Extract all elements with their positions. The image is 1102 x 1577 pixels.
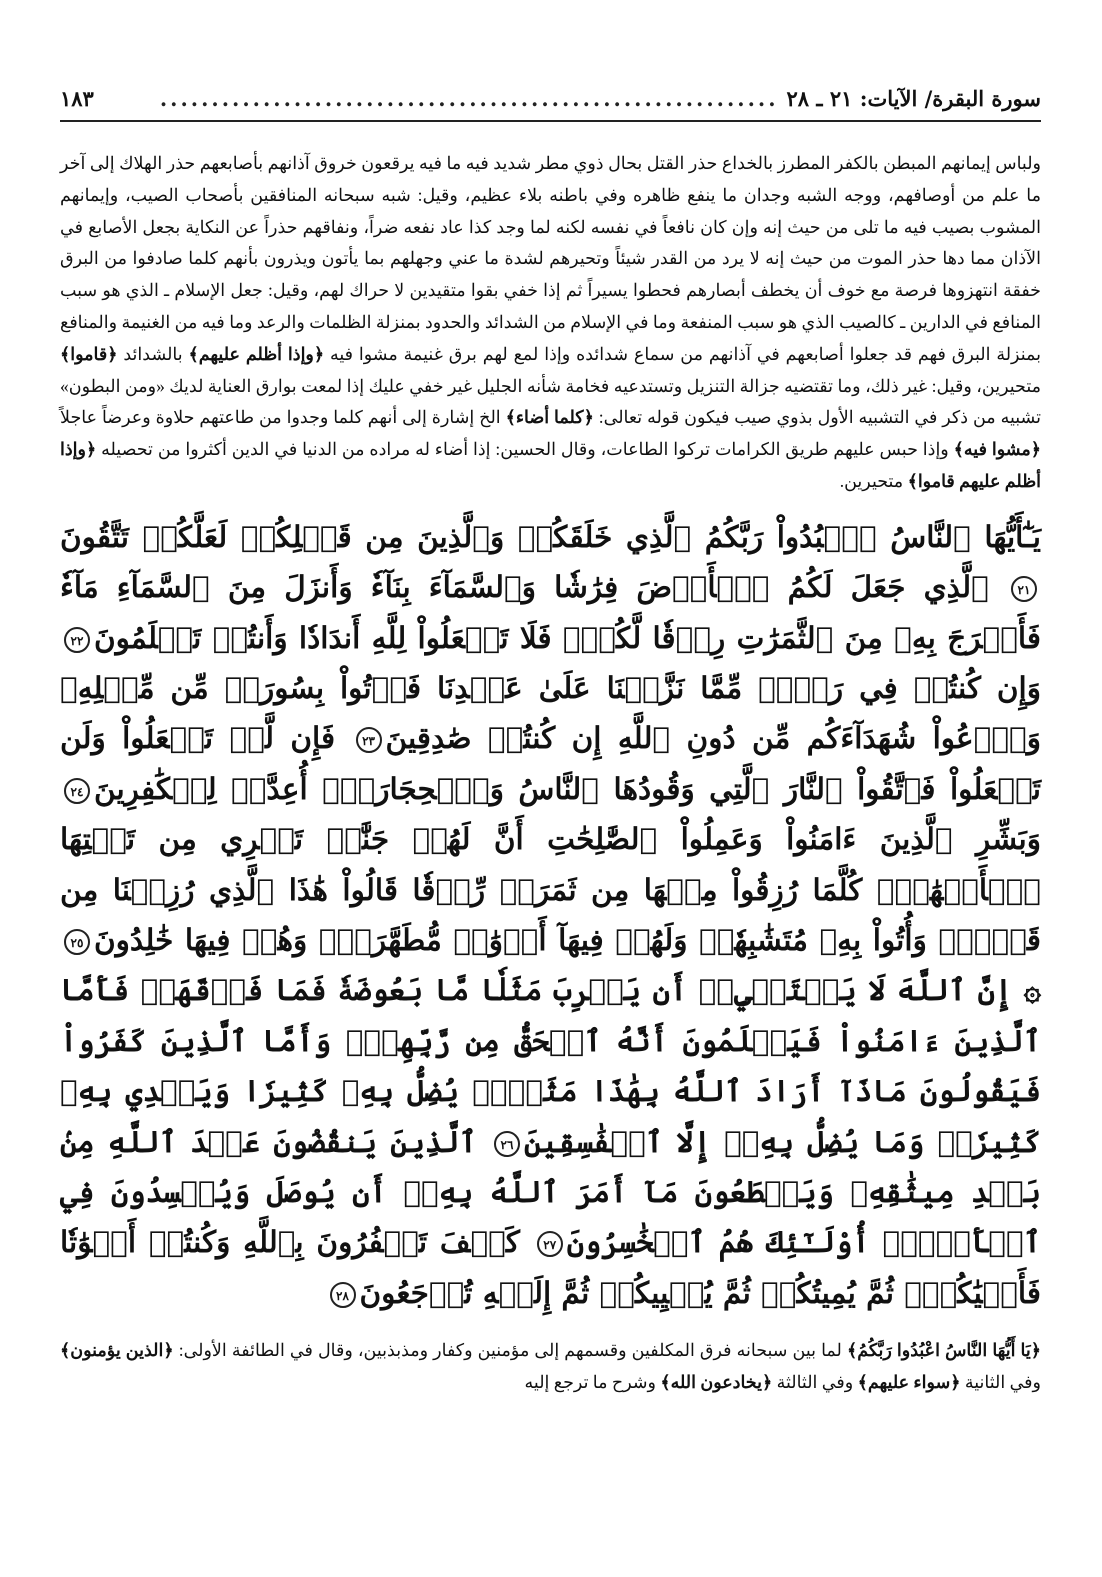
verse-number-marker: ٢٨ (330, 1282, 356, 1308)
verse-number-marker: ٢٧ (537, 1231, 563, 1257)
text-run: وفي الثانية (960, 1372, 1041, 1393)
quoted-phrase: ﴿يخادعون الله﴾ (660, 1372, 773, 1393)
verse-text: كَيۡفَ تَكۡفُرُونَ بِٱللَّهِ وَكُنتُمۡ أَمۡوَٰتٗا فَأَحۡيَٰكُمۡۖ ثُمَّ يُمِيتُكُمۡ ثُمَّ يُحۡيِيكُمۡ ثُمَّ إِلَيۡهِ تُرۡجَعُونَ (60, 1224, 1041, 1310)
text-run: متحيرين، وقيل: غير ذلك، وما تقتضيه جزالة التنزيل وتستدعيه فخامة شأنه الجليل غير خفي عليك إذا لمعت بوارق العناية لديك «ومن البطون» تشبيه من ذكر في التشبيه الأول بذوي صيب فيكون قوله تعالى: (60, 375, 1041, 428)
verse-text: فَإِن لَّمۡ تَفۡعَلُواْ وَلَن تَفۡعَلُواْ فَٱتَّقُواْ ٱلنَّارَ ٱلَّتِي وَقُودُهَا ٱلنَّاسُ وَٱلۡحِجَارَةُۖ أُعِدَّتۡ لِلۡكَٰفِرِينَ (60, 720, 1041, 806)
quoted-phrase: ﴿مشوا فيه﴾ (953, 439, 1041, 460)
verse-text: وَإِن كُنتُمۡ فِي رَيۡبٖ مِّمَّا نَزَّلۡنَا عَلَىٰ عَبۡدِنَا فَأۡتُواْ بِسُورَةٖ مِّن مِّثۡلِهِۦ وَٱدۡعُواْ شُهَدَآءَكُم مِّن دُونِ ٱللَّهِ إِن كُنتُمۡ صَٰدِقِينَ (60, 669, 1041, 756)
running-header (60, 86, 1041, 122)
page (60, 86, 1041, 1566)
text-run: وإذا حبس عليهم طريق الكرامات تركوا الطاعات، وقال الحسين: إذا أضاء له مراده من الدنيا في الدين أكثروا من تحصيله (96, 439, 954, 460)
running-title: سورة البقرة/ الآيات: ٢١ ـ ٢٨ (786, 86, 1041, 111)
verse-text: يَـٰٓأَيُّهَا ٱلنَّاسُ ٱعۡبُدُواْ رَبَّكُمُ ٱلَّذِي خَلَقَكُمۡ وَٱلَّذِينَ مِن قَبۡلِكُمۡ لَعَلَّكُمۡ تَتَّقُونَ (60, 518, 1041, 554)
quoted-phrase: ﴿سواء عليهم﴾ (857, 1372, 961, 1393)
quoted-phrase: ﴿كلما أضاء﴾ (505, 407, 594, 428)
quoted-phrase: ﴿وإذا أظلم عليهم﴾ (188, 343, 325, 364)
quoted-phrase: ﴿الذين يؤمنون﴾ (60, 1340, 174, 1361)
bottom-paragraph (60, 1334, 1041, 1398)
quran-verses (60, 512, 1041, 1319)
text-run: وفي الثالثة (772, 1372, 858, 1393)
verse-text: ٱلَّذِي جَعَلَ لَكُمُ ٱلۡأَرۡضَ فِرَٰشٗا وَٱلسَّمَآءَ بِنَآءٗ وَأَنزَلَ مِنَ ٱلسَّمَآءِ مَآءٗ فَأَخۡرَجَ بِهِۦ مِنَ ٱلثَّمَرَٰتِ رِزۡقٗا لَّكُمۡۖ فَلَا تَجۡعَلُواْ لِلَّهِ أَندَادٗا وَأَنتُمۡ تَعۡلَمُونَ (60, 569, 1041, 655)
verse-text: وَبَشِّرِ ٱلَّذِينَ ءَامَنُواْ وَعَمِلُواْ ٱلصَّٰلِحَٰتِ أَنَّ لَهُمۡ جَنَّٰتٖ تَجۡرِي مِن تَحۡتِهَا ٱلۡأَنۡهَٰرُۖ كُلَّمَا رُزِقُواْ مِنۡهَا مِن ثَمَرَةٖ رِّزۡقٗا قَالُواْ هَٰذَا ٱلَّذِي رُزِقۡنَا مِن قَبۡلُۖ وَأُتُواْ بِهِۦ مُتَشَٰبِهٗاۖ وَلَهُمۡ فِيهَآ أَزۡوَٰجٞ مُّطَهَّرَةٞۖ وَهُمۡ فِيهَا خَٰلِدُونَ (60, 821, 1041, 958)
dot-leader: ............................................................ (159, 86, 779, 111)
bottom-commentary (60, 1334, 1041, 1398)
text-run: وشرح ما ترجع إليه (524, 1372, 661, 1393)
text-run: لما بين سبحانه فرق المكلفين وقسمهم إلى مؤمنين وكفار ومذبذبين، وقال في الطائفة الأولى: (173, 1340, 847, 1361)
text-run: بالشدائد (117, 343, 189, 364)
quoted-phrase: ﴿وإذا أظلم عليهم قاموا﴾ (60, 439, 1041, 491)
commentary-paragraph (60, 148, 1041, 498)
text-run: ولباس إيمانهم المبطن بالكفر المطرز بالخداع حذر القتل بحال ذوي مطر شديد فيه ما فيه يرقعون خروق آذانهم بأصابعهم حذر الهلاك إلى آخر ما علم من أوصافهم، ووجه الشبه وجدان ما ينفع ظاهره وفي باطنه بلاء عظيم، وقيل: شبه سبحانه المنافقين بأصحاب الصيب، وإيمانهم المشوب بصيب فيه ما تلى من حيث إنه وإن كان نافعاً في نفسه لكنه لما وجد كذا عاد نفعه ضراً، ونفاقهم حذراً عن النكاية بجعل الأصابع في الآذان مما دها حذر الموت من حيث إنه لا يرد من القدر شيئاً وتحيرهم لشدة ما عني وجهلهم بما يأتون ويذرون بأنهم كلما صادفوا من البرق خفقة انتهزوها فرصة مع خوف أن يخطف أبصارهم فحطوا يسيراً ثم إذا خفي بقوا متقيدين لا حراك لهم، وقيل: جعل الإسلام ـ الذي هو سبب المنافع في الدارين ـ كالصيب الذي هو سبب المنفعة وما في الإسلام من الشدائد والحدود بمنزلة الظلمات والرعد وما فيه من الغنيمة والمنافع بمنزلة البرق فهم قد جعلوا أصابعهم في آذانهم من سماع شدائده وإذا لمع لهم برق غنيمة مشوا فيه (60, 153, 1041, 364)
verse-number-marker: ٢٥ (64, 929, 90, 955)
commentary-text (60, 148, 1041, 498)
page-number: ١٨٣ (60, 86, 94, 111)
verse-number-marker: ٢٣ (356, 727, 382, 753)
verse-text: ۞ إِنَّ ٱللَّهَ لَا يَسۡتَحۡيِۦٓ أَن يَضۡرِبَ مَثَلٗا مَّا بَعُوضَةٗ فَمَا فَوۡقَهَاۚ فَأَمَّا ٱلَّذِينَ ءَامَنُواْ فَيَعۡلَمُونَ أَنَّهُ ٱلۡحَقُّ مِن رَّبِّهِمۡۖ وَأَمَّا ٱلَّذِينَ كَفَرُواْ فَيَقُولُونَ مَاذَآ أَرَادَ ٱللَّهُ بِهَٰذَا مَثَلٗاۘ يُضِلُّ بِهِۦ كَثِيرٗا وَيَهۡدِي بِهِۦ كَثِيرٗاۚ وَمَا يُضِلُّ بِهِۦٓ إِلَّا ٱلۡفَٰسِقِينَ (60, 972, 1042, 1159)
quoted-phrase: ﴿يَا أَيُّهَا النَّاسُ اعْبُدُوا رَبَّكُمُ﴾ (846, 1340, 1041, 1361)
text-run: الخ إشارة إلى أنهم كلما وجدوا من طاعتهم حلاوة وعرضاً عاجلاً (60, 407, 506, 428)
verse-number-marker: ٢٢ (64, 627, 90, 653)
verse-text: ٱلَّذِينَ يَنقُضُونَ عَهۡدَ ٱللَّهِ مِنۢ بَعۡدِ مِيثَٰقِهِۦ وَيَقۡطَعُونَ مَآ أَمَرَ ٱللَّهُ بِهِۦٓ أَن يُوصَلَ وَيُفۡسِدُونَ فِي ٱلۡأَرۡضِۚ أُوْلَـٰٓئِكَ هُمُ ٱلۡخَٰسِرُونَ (60, 1123, 1041, 1260)
verse-number-marker: ٢١ (1011, 576, 1037, 602)
verse-number-marker: ٢٦ (494, 1131, 520, 1157)
quoted-phrase: ﴿قاموا﴾ (60, 343, 118, 364)
text-run: متحيرين. (839, 470, 908, 491)
verse-number-marker: ٢٤ (64, 778, 90, 804)
